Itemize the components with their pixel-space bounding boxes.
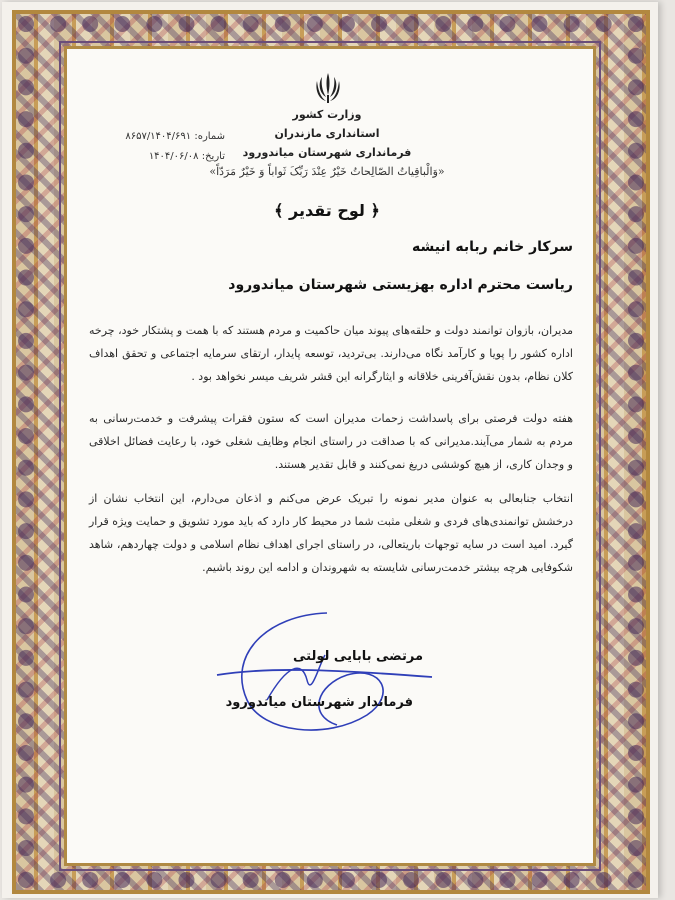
date-value: ۱۴۰۴/۰۶/۰۸ (148, 151, 199, 162)
number-value: ۸۶۵۷/۱۴۰۴/۶۹۱ (125, 131, 192, 142)
handwritten-signature (207, 605, 447, 745)
signer-position: فرماندار شهرستان میاندورود (225, 695, 413, 710)
certificate-paper (2, 2, 658, 898)
signer-name: مرتضی بابایی لولتی (293, 649, 423, 664)
recipient-name: سرکار خانم ربابه انیشه (412, 239, 573, 255)
certificate-title: ﴿ لوح تقدیر ﴾ (274, 201, 380, 220)
certificate-body (64, 46, 596, 866)
quran-verse: «وَالْباقِیاتُ الصّالِحاتُ خَیْرٌ عِنْدَ رَبِّکَ ثَواباً وَ خَیْرٌ مَرَدّاً» (209, 165, 445, 178)
letter-meta (95, 127, 225, 167)
body-paragraph-3: انتخاب جنابعالی به عنوان مدیر نمونه را تبریک عرض می‌کنم و اذعان می‌دارم، این انتخاب نشان از درخشش توانمندی‌های فردی و شغلی مثبت شما در محیط کار دارد که باید مورد تشویق و حمایت ویژه قرار گیرد. امید است در سایه توجهات باریتعالی، در راستای اجرای اهداف نظام اسلامی و دولت چهاردهم، شاهد شکوفایی هرچه بیشتر خدمت‌رسانی شایسته به شهروندان و ادامه این روند باشیم. (89, 492, 573, 574)
iran-emblem-icon (313, 71, 343, 105)
body-paragraph-2: هفته دولت فرصتی برای پاسداشت زحمات مدیران است که ستون فقرات پیشرفت و خدمت‌رسانی به مردم به شمار می‌آیند.مدیرانی که با صداقت در راستای انجام وظایف شغلی خود، با رعایت فضائل اخلاقی و وجدان کاری، از هیچ کوششی دریغ نمی‌کنند و قابل تقدیر هستند. (89, 412, 573, 471)
letter-number (95, 127, 225, 147)
number-label: شماره: (194, 131, 225, 142)
governorate-name: فرمانداری شهرستان میاندورود (242, 146, 412, 159)
ministry-name: وزارت کشور (292, 108, 362, 121)
body-paragraph-1: مدیران، بازوان توانمند دولت و حلقه‌های پیوند میان حاکمیت و مردم هستند که با همت و پشتکار خود، چرخه اداره کشور را پویا و کارآمد نگاه می‌دارند. بی‌تردید، توسعه پایدار، ارتقای سرمایه اجتماعی و تحقق اهداف کلان نظام، بدون نقش‌آفرینی خلاقانه و ایثارگرانه این قشر شریف میسر نخواهد بود . (89, 324, 573, 383)
date-label: تاریخ: (201, 151, 225, 162)
recipient-position: ریاست محترم اداره بهزیستی شهرستان میاندورود (228, 277, 573, 293)
letterhead (217, 105, 437, 162)
province-name: استانداری مازندران (274, 127, 380, 140)
letter-date (95, 147, 225, 167)
